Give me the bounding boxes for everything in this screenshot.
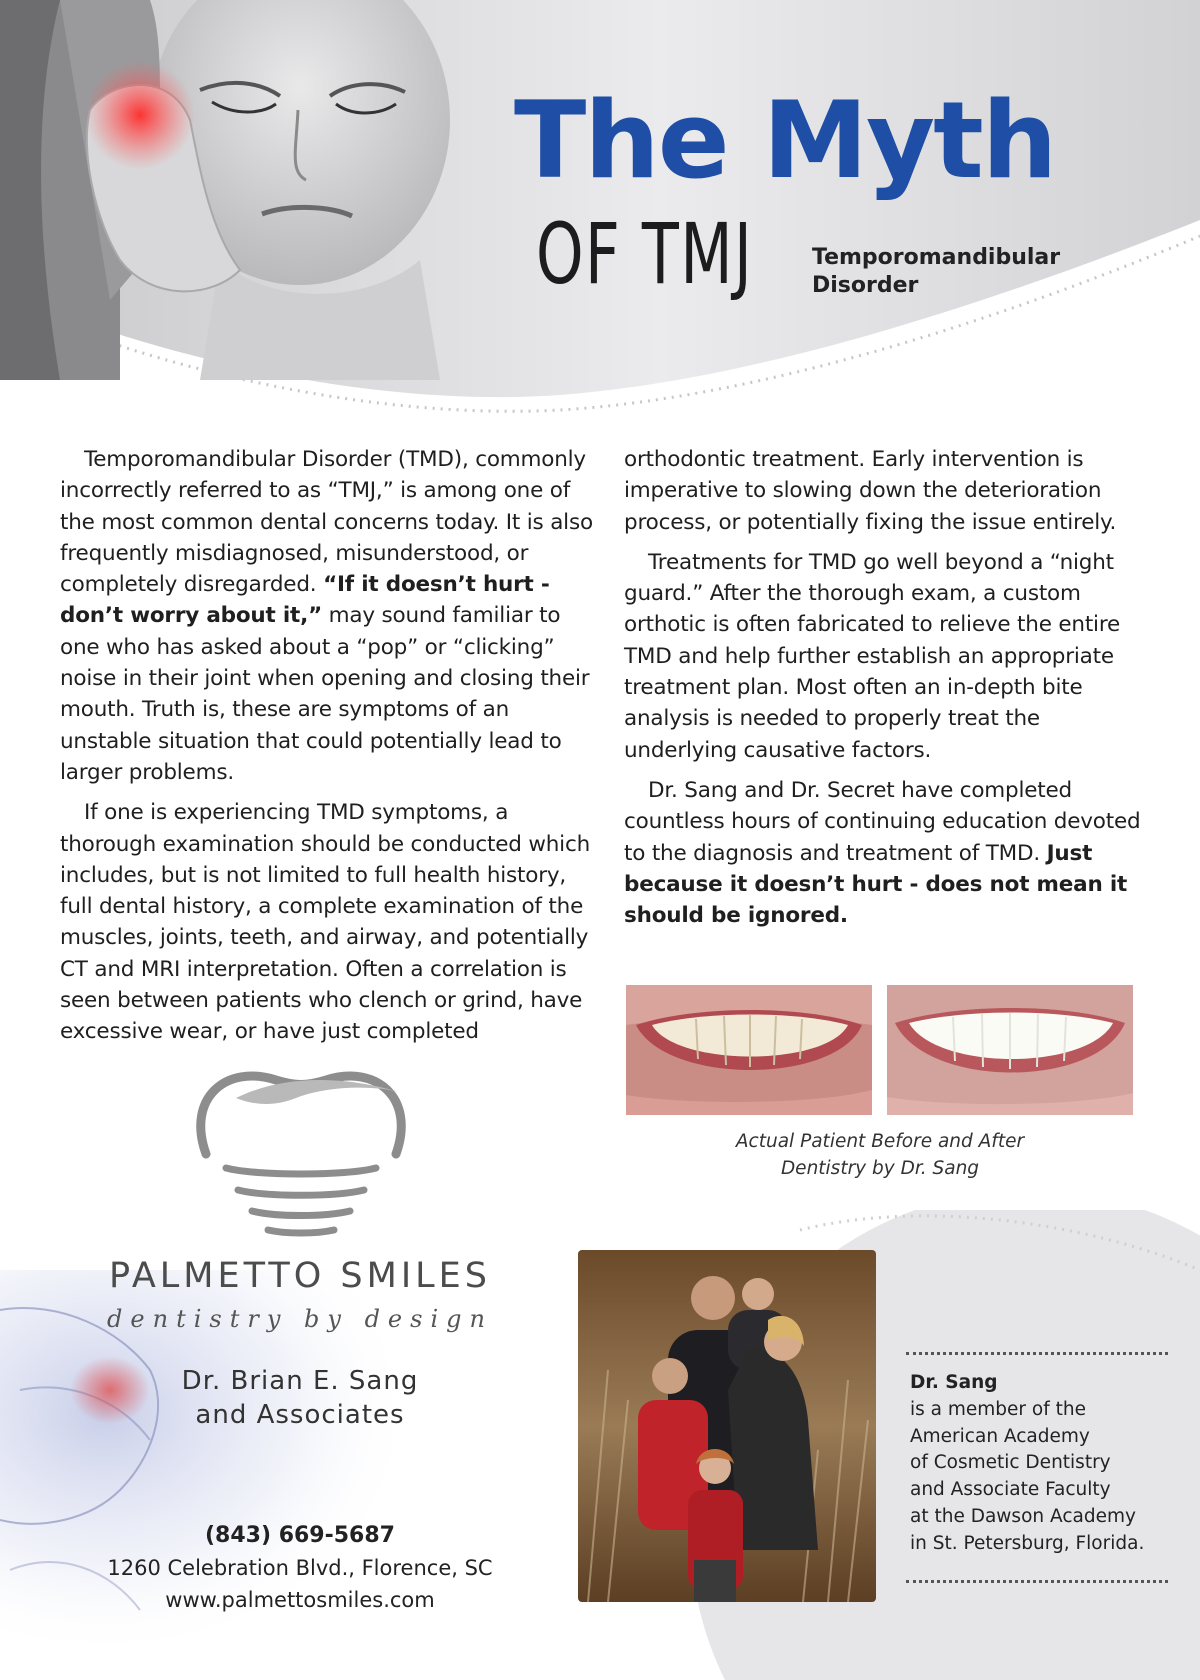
- bio-divider-top: [906, 1352, 1168, 1355]
- paragraph: If one is experiencing TMD symptoms, a thorough examination should be conducted which includes, but is not limited to full health history, full dental history, a complete examination of the muscles, joints, teeth, and airway, and potentially CT and MRI interpretation. Often a correlation is seen between patients who clench or grind, have excessive wear, or have just completed: [60, 800, 590, 1045]
- caption-line-2: Dentistry by Dr. Sang: [780, 1158, 980, 1179]
- practice-brand-name: PALMETTO SMILES: [108, 1256, 491, 1296]
- practice-contact: [80, 1520, 520, 1616]
- after-smile-photo: [887, 985, 1133, 1115]
- paragraph: [60, 444, 600, 788]
- doctor-line-1: Dr. Brian E. Sang: [181, 1366, 419, 1396]
- practice-doctor: [130, 1364, 470, 1432]
- article-subtitle: OF TMJ: [536, 205, 754, 303]
- paragraph: Treatments for TMD go well beyond a “night guard.” After the thorough exam, a custom orthotic is often fabricated to relieve the entire TMD and help further establish an appropriate treatment plan. Most often an in-depth bite analysis is needed to properly treat the underlying causative factors.: [624, 549, 1121, 763]
- bio-line: at the Dawson Academy: [910, 1505, 1136, 1527]
- bio-line: is a member of the: [910, 1398, 1086, 1420]
- woman-jaw-pain-photo: [0, 0, 520, 380]
- bio-name: Dr. Sang: [910, 1372, 998, 1393]
- title-note: [812, 244, 1060, 300]
- bold-quote: “If it doesn’t hurt - don’t worry about it,”: [60, 572, 550, 629]
- bio-text: [910, 1370, 1180, 1558]
- bio-line: and Associate Faculty: [910, 1479, 1111, 1501]
- website-link[interactable]: www.palmettosmiles.com: [165, 1588, 435, 1612]
- bio-line: American Academy: [910, 1425, 1090, 1447]
- before-after-caption: [626, 1128, 1134, 1182]
- bio-line: of Cosmetic Dentistry: [910, 1452, 1111, 1474]
- text-run: may sound familiar to one who has asked about a “pop” or “clicking” noise in their joint when opening and closing their mouth. Truth is, these are symptoms of an unstable situation that could potentially lead to larger problems.: [60, 603, 590, 785]
- text-run: Dr. Sang and Dr. Secret have completed countless hours of continuing education devoted to the diagnosis and treatment of TMD.: [624, 777, 1141, 866]
- tooth-implant-logo-icon: [186, 1058, 416, 1243]
- article-column-left: [60, 444, 600, 1057]
- phone-number[interactable]: (843) 669-5687: [205, 1523, 395, 1548]
- paragraph: orthodontic treatment. Early intervention is imperative to slowing down the deterioration process, or potentially fixing the issue entirely.: [624, 447, 1117, 535]
- paragraph: [624, 775, 1148, 931]
- article-title: The Myth: [514, 79, 1056, 202]
- doctor-line-2: and Associates: [195, 1400, 405, 1430]
- before-smile-photo: [626, 985, 872, 1115]
- title-note-line-2: Disorder: [812, 273, 919, 298]
- bold-callout: Just because it doesn’t hurt - does not mean it should be ignored.: [624, 840, 1128, 929]
- article-column-right: [624, 444, 1148, 940]
- bio-line: in St. Petersburg, Florida.: [910, 1532, 1145, 1554]
- street-address: 1260 Celebration Blvd., Florence, SC: [107, 1556, 493, 1580]
- practice-tagline: dentistry by design: [107, 1305, 493, 1333]
- text-run: Temporomandibular Disorder (TMD), commonly incorrectly referred to as “TMJ,” is among one of the most common dental concerns today. It is also frequently misdiagnosed, misunderstood, or completely disregarded.: [60, 447, 593, 598]
- dr-sang-family-photo: [578, 1250, 876, 1602]
- bio-divider-bottom: [906, 1580, 1168, 1583]
- title-note-line-1: Temporomandibular: [812, 245, 1061, 270]
- caption-line-1: Actual Patient Before and After: [735, 1131, 1025, 1152]
